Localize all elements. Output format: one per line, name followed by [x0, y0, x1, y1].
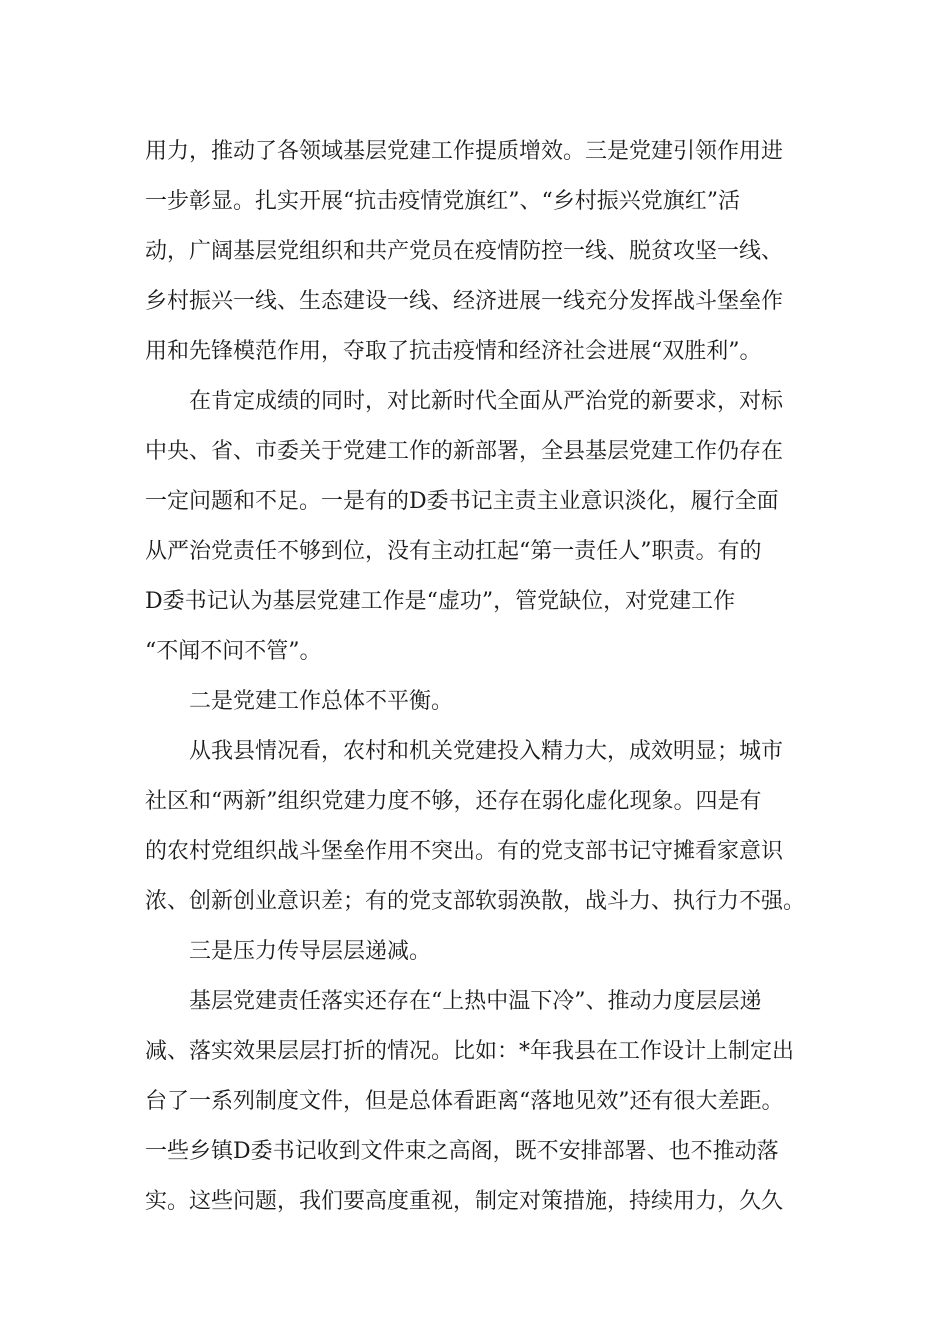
text-line: “不闻不问不管”。: [145, 639, 322, 664]
text-line: 动，广阔基层党组织和共产党员在疫情防控一线、脱贫攻坚一线、: [145, 239, 784, 264]
text-line: 的农村党组织战斗堡垒作用不突出。有的党支部书记守摊看家意识: [145, 839, 784, 864]
paragraph-start-line: 从我县情况看，农村和机关党建投入精力大，成效明显；城市: [189, 739, 784, 764]
text-line: 一步彰显。扎实开展“抗击疫情党旗红”、“乡村振兴党旗红”活: [145, 189, 740, 214]
text-line: 一些乡镇D委书记收到文件束之高阁，既不安排部署、也不推动落: [145, 1139, 779, 1164]
text-line: 社区和“两新”组织党建力度不够，还存在弱化虚化现象。四是有: [145, 789, 762, 814]
text-line: 用力，推动了各领域基层党建工作提质增效。三是党建引领作用进: [145, 139, 784, 164]
text-line: 减、落实效果层层打折的情况。比如：*年我县在工作设计上制定出: [145, 1039, 795, 1064]
paragraph-start-line: 基层党建责任落实还存在“上热中温下冷”、推动力度层层递: [189, 989, 762, 1014]
paragraph-start-line: 在肯定成绩的同时，对比新时代全面从严治党的新要求，对标: [189, 389, 784, 414]
text-line: 台了一系列制度文件，但是总体看距离“落地见效”还有很大差距。: [145, 1089, 784, 1114]
text-line: 实。这些问题，我们要高度重视，制定对策措施，持续用力，久久: [145, 1189, 784, 1214]
text-line: D委书记认为基层党建工作是“虚功”，管党缺位，对党建工作: [145, 589, 736, 614]
text-line: 从严治党责任不够到位，没有主动扛起“第一责任人”职责。有的: [145, 539, 762, 564]
text-line: 浓、创新创业意识差；有的党支部软弱涣散，战斗力、执行力不强。: [145, 889, 806, 914]
text-line: 中央、省、市委关于党建工作的新部署，全县基层党建工作仍存在: [145, 439, 784, 464]
body-text: [145, 127, 815, 1227]
text-line: 一定问题和不足。一是有的D委书记主责主业意识淡化，履行全面: [145, 489, 779, 514]
paragraph-start-line: 二是党建工作总体不平衡。: [189, 689, 454, 714]
text-line: 乡村振兴一线、生态建设一线、经济进展一线充分发挥战斗堡垒作: [145, 289, 784, 314]
text-line: 用和先锋模范作用，夺取了抗击疫情和经济社会进展“双胜利”。: [145, 339, 762, 364]
paragraph-start-line: 三是压力传导层层递减。: [189, 939, 432, 964]
